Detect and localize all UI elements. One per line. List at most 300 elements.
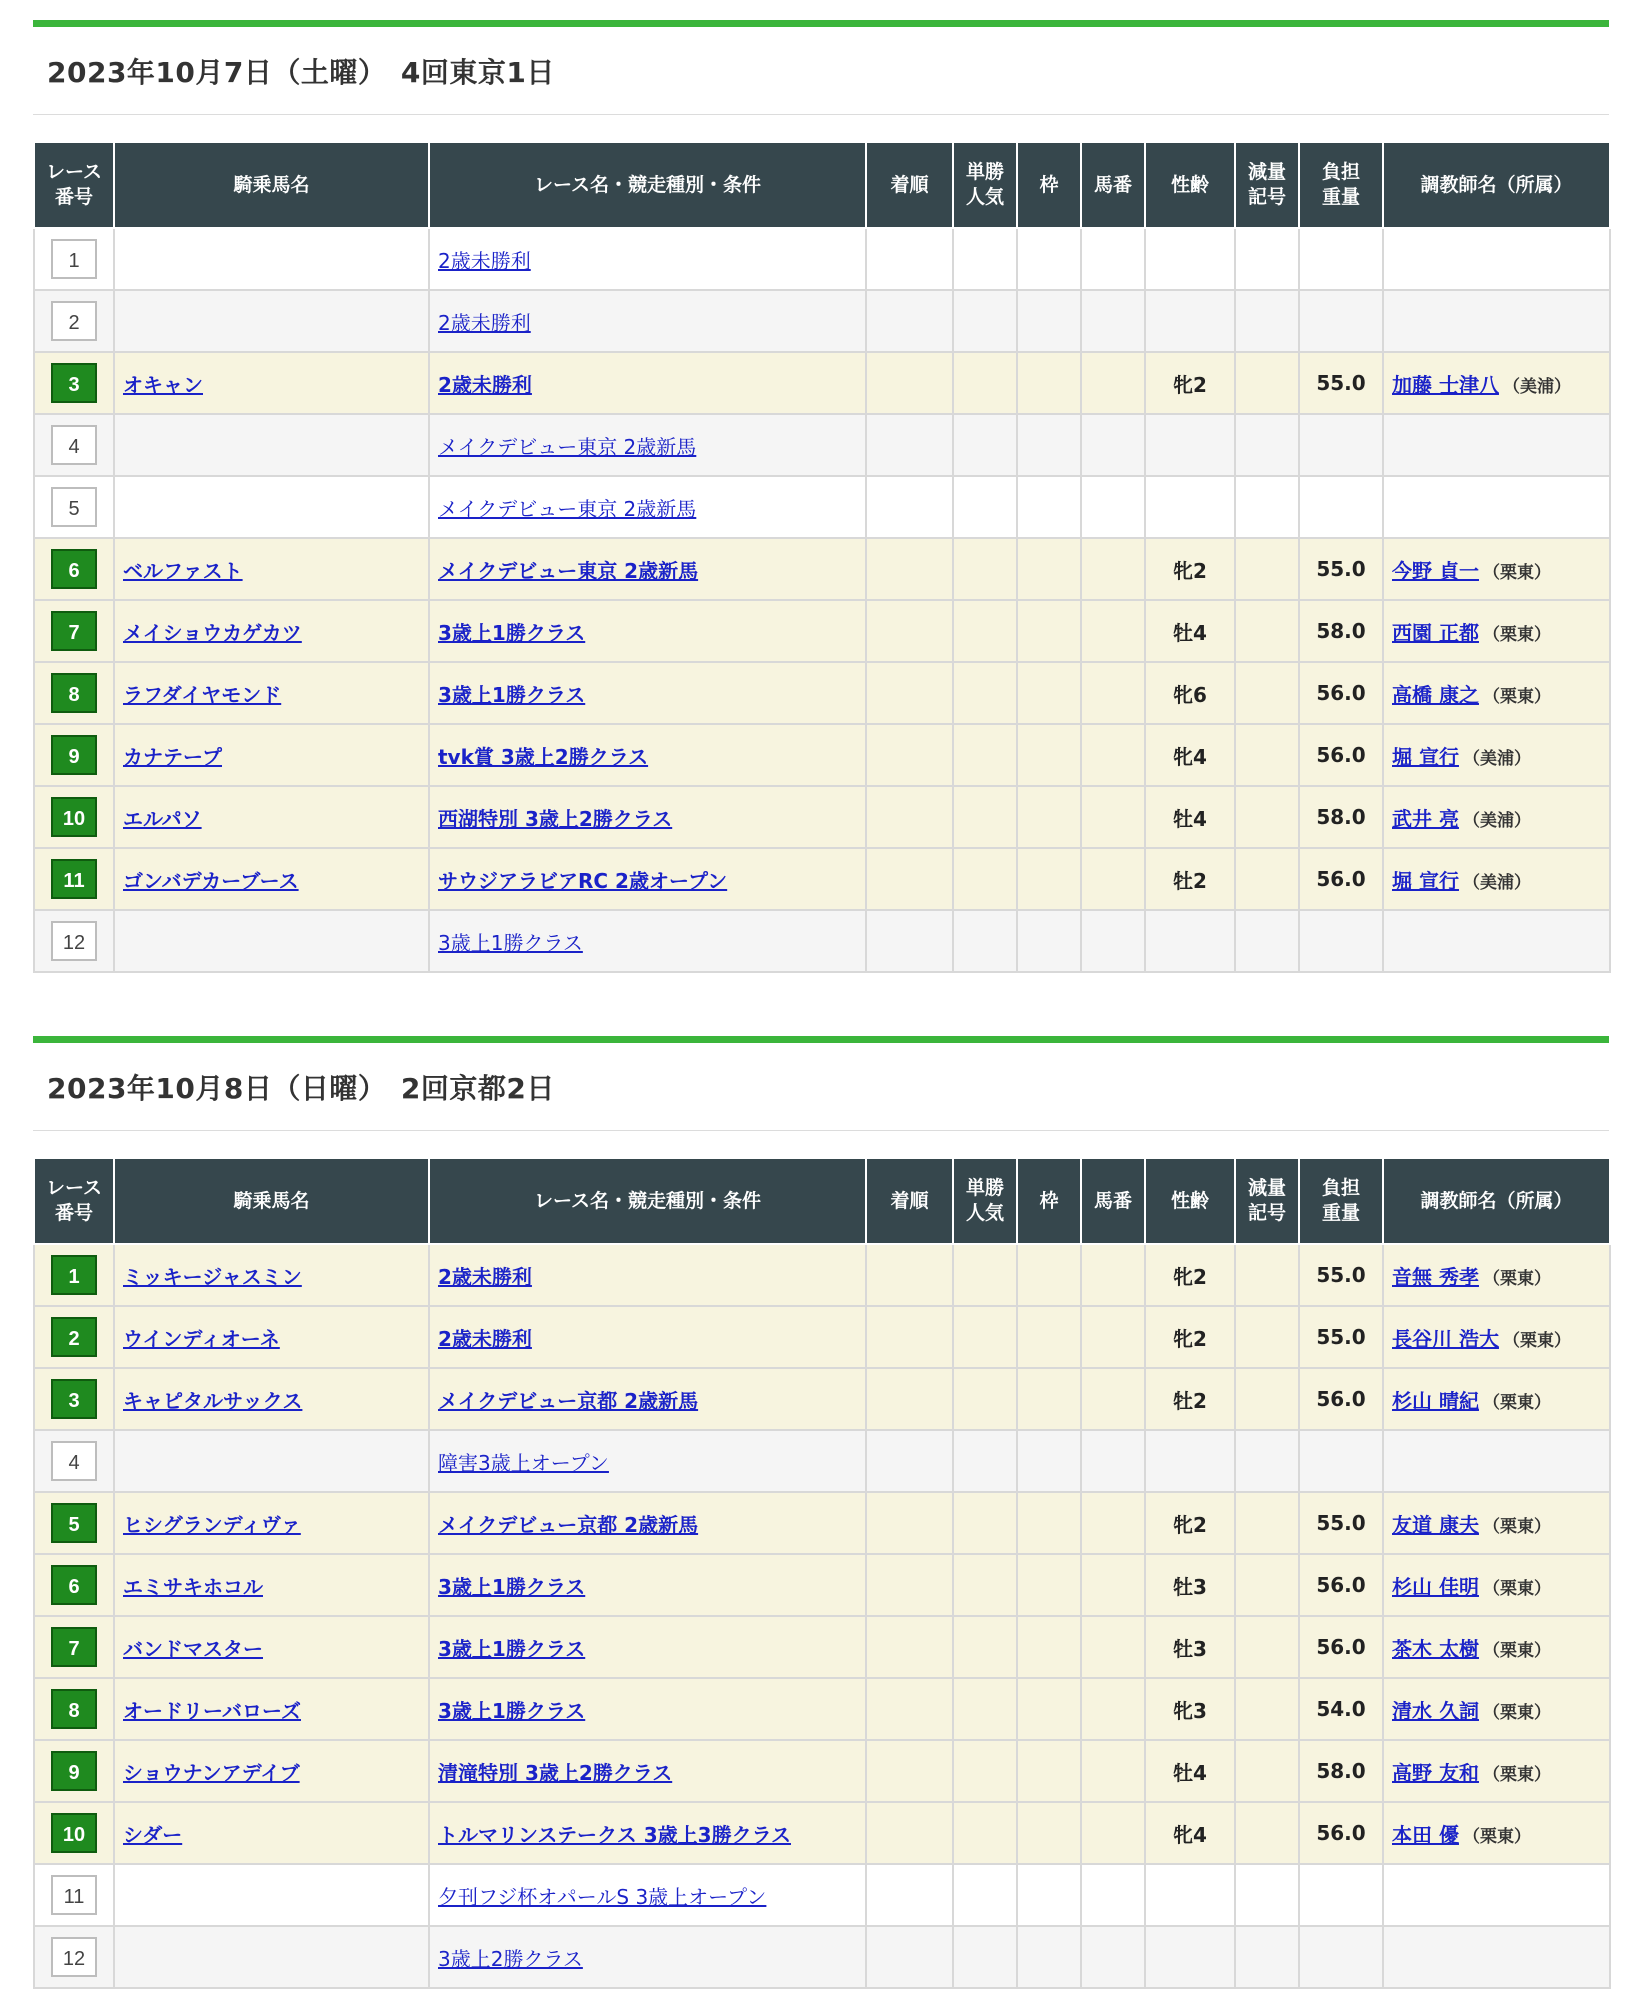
header-sex-age: 性齢: [1145, 142, 1235, 228]
header-finish: 着順: [866, 1158, 953, 1244]
table-row: [34, 290, 1610, 352]
race-number-cell: [34, 1678, 114, 1740]
horse-number-cell: [1081, 1864, 1145, 1926]
horse-cell: [114, 1864, 429, 1926]
trainer-link[interactable]: 堀 宣行: [1392, 744, 1459, 769]
race-name-cell: [429, 352, 866, 414]
race-number-badge: 1: [51, 1255, 97, 1295]
finish-cell: [866, 1492, 953, 1554]
horse-number-cell: [1081, 1926, 1145, 1988]
horse-number-cell: [1081, 1492, 1145, 1554]
race-name-link[interactable]: 2歳未勝利: [438, 310, 531, 335]
popularity-cell: [953, 1492, 1017, 1554]
horse-cell: [114, 476, 429, 538]
horse-link[interactable]: ウインディオーネ: [123, 1326, 280, 1351]
race-name-cell: [429, 1492, 866, 1554]
race-number-cell: [34, 1864, 114, 1926]
frame-cell: [1017, 538, 1081, 600]
horse-number-cell: [1081, 724, 1145, 786]
reduction-cell: [1235, 1554, 1299, 1616]
trainer-cell: [1383, 228, 1610, 290]
weight-cell: 55.0: [1299, 352, 1383, 414]
race-name-cell: [429, 662, 866, 724]
trainer-link[interactable]: 音無 秀孝: [1392, 1264, 1479, 1289]
race-name-link[interactable]: メイクデビュー東京 2歳新馬: [438, 558, 699, 583]
race-table: [33, 1157, 1611, 1989]
finish-cell: [866, 476, 953, 538]
sex-age-cell: [1145, 910, 1235, 972]
trainer-cell: [1383, 414, 1610, 476]
popularity-cell: [953, 290, 1017, 352]
trainer-cell: [1383, 1244, 1610, 1306]
horse-cell: [114, 538, 429, 600]
table-row: [34, 1554, 1610, 1616]
header-horse: 騎乗馬名: [114, 142, 429, 228]
race-number-badge: 8: [51, 1689, 97, 1729]
race-name-link[interactable]: tvk賞 3歳上2勝クラス: [438, 744, 649, 769]
race-number-badge: 2: [51, 301, 97, 341]
weight-cell: 54.0: [1299, 1678, 1383, 1740]
weight-cell: [1299, 910, 1383, 972]
weight-cell: 56.0: [1299, 724, 1383, 786]
reduction-cell: [1235, 662, 1299, 724]
reduction-cell: [1235, 1430, 1299, 1492]
horse-link[interactable]: バンドマスター: [123, 1636, 263, 1661]
table-row: [34, 1430, 1610, 1492]
horse-link[interactable]: キャピタルサックス: [123, 1388, 303, 1413]
header-reduction: 減量 記号: [1235, 1158, 1299, 1244]
race-number-cell: [34, 848, 114, 910]
trainer-affiliation: （栗東）: [1482, 1392, 1551, 1413]
weight-cell: 56.0: [1299, 848, 1383, 910]
horse-link[interactable]: エルパソ: [123, 806, 202, 831]
race-number-cell: [34, 228, 114, 290]
day-title: 2023年10月7日（土曜） 4回東京1日: [47, 55, 555, 89]
horse-number-cell: [1081, 600, 1145, 662]
race-number-cell: [34, 414, 114, 476]
reduction-cell: [1235, 1678, 1299, 1740]
weight-cell: [1299, 228, 1383, 290]
finish-cell: [866, 414, 953, 476]
sex-age-cell: 牝2: [1145, 1306, 1235, 1368]
trainer-link[interactable]: 高野 友和: [1392, 1760, 1479, 1785]
weight-cell: 56.0: [1299, 1554, 1383, 1616]
reduction-cell: [1235, 1244, 1299, 1306]
table-row: [34, 228, 1610, 290]
race-number-badge: 8: [51, 673, 97, 713]
sex-age-cell: 牡4: [1145, 1740, 1235, 1802]
table-row: [34, 1368, 1610, 1430]
sex-age-cell: 牝2: [1145, 538, 1235, 600]
popularity-cell: [953, 662, 1017, 724]
reduction-cell: [1235, 1616, 1299, 1678]
day-title: 2023年10月8日（日曜） 2回京都2日: [47, 1071, 555, 1105]
trainer-link[interactable]: 高橋 康之: [1392, 682, 1479, 707]
horse-link[interactable]: ベルファスト: [123, 558, 243, 583]
section-top-bar: [33, 1036, 1609, 1043]
popularity-cell: [953, 848, 1017, 910]
sex-age-cell: [1145, 1430, 1235, 1492]
race-name-link[interactable]: トルマリンステークス 3歳上3勝クラス: [438, 1822, 791, 1847]
trainer-link[interactable]: 武井 亮: [1392, 806, 1459, 831]
race-name-link[interactable]: 夕刊フジ杯オパールS 3歳上オープン: [438, 1884, 767, 1909]
trainer-cell: [1383, 352, 1610, 414]
race-name-cell: [429, 228, 866, 290]
trainer-link[interactable]: 杉山 晴紀: [1392, 1388, 1479, 1413]
race-table-body: [34, 228, 1610, 972]
trainer-cell: [1383, 786, 1610, 848]
race-number-cell: [34, 538, 114, 600]
trainer-affiliation: （美浦）: [1502, 376, 1571, 397]
popularity-cell: [953, 910, 1017, 972]
race-number-badge: 6: [51, 1565, 97, 1605]
race-number-cell: [34, 1926, 114, 1988]
race-name-link[interactable]: サウジアラビアRC 2歳オープン: [438, 868, 728, 893]
race-name-link[interactable]: 2歳未勝利: [438, 248, 531, 273]
trainer-cell: [1383, 724, 1610, 786]
race-name-link[interactable]: メイクデビュー東京 2歳新馬: [438, 496, 697, 521]
reduction-cell: [1235, 1926, 1299, 1988]
frame-cell: [1017, 414, 1081, 476]
horse-link[interactable]: ゴンバデカーブース: [123, 868, 299, 893]
race-name-cell: [429, 538, 866, 600]
reduction-cell: [1235, 1306, 1299, 1368]
horse-number-cell: [1081, 538, 1145, 600]
weight-cell: 55.0: [1299, 538, 1383, 600]
horse-link[interactable]: ミッキージャスミン: [123, 1264, 302, 1289]
race-number-badge: 3: [51, 363, 97, 403]
frame-cell: [1017, 724, 1081, 786]
race-number-cell: [34, 724, 114, 786]
header-popularity: 単勝 人気: [953, 1158, 1017, 1244]
horse-number-cell: [1081, 786, 1145, 848]
table-row: [34, 1616, 1610, 1678]
table-row: [34, 1802, 1610, 1864]
race-number-cell: [34, 1492, 114, 1554]
race-number-badge: 10: [51, 797, 97, 837]
race-name-link[interactable]: 障害3歳上オープン: [438, 1450, 609, 1475]
table-row: [34, 1740, 1610, 1802]
trainer-affiliation: （美浦）: [1462, 872, 1531, 893]
popularity-cell: [953, 538, 1017, 600]
race-number-cell: [34, 352, 114, 414]
frame-cell: [1017, 1864, 1081, 1926]
trainer-affiliation: （栗東）: [1482, 686, 1551, 707]
frame-cell: [1017, 1554, 1081, 1616]
frame-cell: [1017, 228, 1081, 290]
trainer-link[interactable]: 清水 久詞: [1392, 1698, 1479, 1723]
race-number-cell: [34, 1244, 114, 1306]
race-name-cell: [429, 1244, 866, 1306]
trainer-cell: [1383, 1430, 1610, 1492]
race-name-link[interactable]: メイクデビュー京都 2歳新馬: [438, 1388, 699, 1413]
horse-number-cell: [1081, 414, 1145, 476]
trainer-link[interactable]: 堀 宣行: [1392, 868, 1459, 893]
race-name-cell: [429, 1678, 866, 1740]
frame-cell: [1017, 848, 1081, 910]
horse-number-cell: [1081, 1678, 1145, 1740]
sex-age-cell: 牝2: [1145, 352, 1235, 414]
horse-number-cell: [1081, 910, 1145, 972]
trainer-cell: [1383, 538, 1610, 600]
trainer-affiliation: （栗東）: [1482, 1640, 1551, 1661]
race-number-badge: 2: [51, 1317, 97, 1357]
frame-cell: [1017, 1492, 1081, 1554]
race-name-link[interactable]: 3歳上2勝クラス: [438, 1946, 583, 1971]
popularity-cell: [953, 1368, 1017, 1430]
popularity-cell: [953, 352, 1017, 414]
popularity-cell: [953, 1430, 1017, 1492]
race-name-cell: [429, 1864, 866, 1926]
finish-cell: [866, 724, 953, 786]
race-name-link[interactable]: 3歳上1勝クラス: [438, 1636, 586, 1661]
header-finish: 着順: [866, 142, 953, 228]
reduction-cell: [1235, 910, 1299, 972]
trainer-cell: [1383, 600, 1610, 662]
horse-cell: [114, 724, 429, 786]
weight-cell: 58.0: [1299, 1740, 1383, 1802]
horse-number-cell: [1081, 1802, 1145, 1864]
horse-link[interactable]: オキャン: [123, 372, 203, 397]
table-header-row: [34, 142, 1610, 228]
popularity-cell: [953, 600, 1017, 662]
finish-cell: [866, 228, 953, 290]
horse-cell: [114, 1678, 429, 1740]
weight-cell: 56.0: [1299, 1368, 1383, 1430]
horse-cell: [114, 1802, 429, 1864]
finish-cell: [866, 352, 953, 414]
horse-cell: [114, 1492, 429, 1554]
weight-cell: 58.0: [1299, 786, 1383, 848]
popularity-cell: [953, 1864, 1017, 1926]
reduction-cell: [1235, 724, 1299, 786]
finish-cell: [866, 1430, 953, 1492]
trainer-link[interactable]: 本田 優: [1392, 1822, 1459, 1847]
horse-cell: [114, 848, 429, 910]
weight-cell: [1299, 290, 1383, 352]
trainer-cell: [1383, 1740, 1610, 1802]
horse-cell: [114, 600, 429, 662]
table-row: [34, 1678, 1610, 1740]
horse-link[interactable]: エミサキホコル: [123, 1574, 263, 1599]
race-name-cell: [429, 414, 866, 476]
horse-link[interactable]: メイショウカゲカツ: [123, 620, 302, 645]
race-name-link[interactable]: 3歳上1勝クラス: [438, 620, 586, 645]
day-section-1: [33, 20, 1609, 973]
race-name-cell: [429, 1802, 866, 1864]
sex-age-cell: 牡3: [1145, 1554, 1235, 1616]
header-race-name: レース名・競走種別・条件: [429, 142, 866, 228]
finish-cell: [866, 1802, 953, 1864]
horse-cell: [114, 1616, 429, 1678]
trainer-cell: [1383, 910, 1610, 972]
table-header-row: [34, 1158, 1610, 1244]
sex-age-cell: [1145, 414, 1235, 476]
frame-cell: [1017, 662, 1081, 724]
reduction-cell: [1235, 1864, 1299, 1926]
reduction-cell: [1235, 786, 1299, 848]
sex-age-cell: 牡3: [1145, 1616, 1235, 1678]
frame-cell: [1017, 1802, 1081, 1864]
finish-cell: [866, 1678, 953, 1740]
sex-age-cell: 牝3: [1145, 1678, 1235, 1740]
finish-cell: [866, 1740, 953, 1802]
race-number-badge: 12: [51, 1937, 97, 1977]
sex-age-cell: 牡2: [1145, 848, 1235, 910]
race-name-link[interactable]: 3歳上1勝クラス: [438, 1698, 586, 1723]
sex-age-cell: [1145, 1864, 1235, 1926]
race-number-badge: 7: [51, 1627, 97, 1667]
race-number-badge: 10: [51, 1813, 97, 1853]
horse-cell: [114, 414, 429, 476]
horse-link[interactable]: シダー: [123, 1822, 183, 1847]
race-name-link[interactable]: 2歳未勝利: [438, 1326, 532, 1351]
trainer-affiliation: （栗東）: [1482, 1764, 1551, 1785]
horse-number-cell: [1081, 1306, 1145, 1368]
table-row: [34, 786, 1610, 848]
sex-age-cell: 牝2: [1145, 1244, 1235, 1306]
frame-cell: [1017, 1678, 1081, 1740]
popularity-cell: [953, 476, 1017, 538]
horse-cell: [114, 786, 429, 848]
reduction-cell: [1235, 1740, 1299, 1802]
race-name-link[interactable]: 清滝特別 3歳上2勝クラス: [438, 1760, 673, 1785]
trainer-link[interactable]: 茶木 太樹: [1392, 1636, 1479, 1661]
sex-age-cell: [1145, 228, 1235, 290]
header-race-name: レース名・競走種別・条件: [429, 1158, 866, 1244]
table-row: [34, 1306, 1610, 1368]
trainer-affiliation: （栗東）: [1482, 562, 1551, 583]
table-row: [34, 414, 1610, 476]
horse-number-cell: [1081, 228, 1145, 290]
horse-link[interactable]: オードリーバローズ: [123, 1698, 301, 1723]
popularity-cell: [953, 786, 1017, 848]
sex-age-cell: 牝6: [1145, 662, 1235, 724]
finish-cell: [866, 290, 953, 352]
sex-age-cell: 牝2: [1145, 1492, 1235, 1554]
horse-number-cell: [1081, 1740, 1145, 1802]
table-row: [34, 1864, 1610, 1926]
reduction-cell: [1235, 1492, 1299, 1554]
race-name-cell: [429, 910, 866, 972]
race-number-badge: 9: [51, 735, 97, 775]
race-number-badge: 11: [51, 1875, 97, 1915]
horse-cell: [114, 1926, 429, 1988]
race-name-link[interactable]: 3歳上1勝クラス: [438, 1574, 586, 1599]
table-row: [34, 910, 1610, 972]
trainer-cell: [1383, 1306, 1610, 1368]
horse-link[interactable]: ラフダイヤモンド: [123, 682, 282, 707]
trainer-cell: [1383, 662, 1610, 724]
race-name-link[interactable]: 西湖特別 3歳上2勝クラス: [438, 806, 673, 831]
trainer-link[interactable]: 友道 康夫: [1392, 1512, 1479, 1537]
race-number-cell: [34, 910, 114, 972]
race-name-link[interactable]: 3歳上1勝クラス: [438, 682, 586, 707]
trainer-cell: [1383, 848, 1610, 910]
race-name-link[interactable]: 2歳未勝利: [438, 1264, 532, 1289]
race-number-badge: 6: [51, 549, 97, 589]
race-number-badge: 12: [51, 921, 97, 961]
horse-cell: [114, 1740, 429, 1802]
race-table-body: [34, 1244, 1610, 1988]
horse-cell: [114, 1368, 429, 1430]
reduction-cell: [1235, 414, 1299, 476]
horse-link[interactable]: ヒシグランディヴァ: [123, 1512, 301, 1537]
horse-number-cell: [1081, 662, 1145, 724]
trainer-cell: [1383, 1492, 1610, 1554]
trainer-cell: [1383, 1616, 1610, 1678]
finish-cell: [866, 1616, 953, 1678]
reduction-cell: [1235, 476, 1299, 538]
race-number-cell: [34, 476, 114, 538]
weight-cell: [1299, 414, 1383, 476]
horse-number-cell: [1081, 352, 1145, 414]
horse-number-cell: [1081, 1368, 1145, 1430]
race-name-link[interactable]: メイクデビュー京都 2歳新馬: [438, 1512, 699, 1537]
popularity-cell: [953, 1740, 1017, 1802]
race-name-cell: [429, 476, 866, 538]
frame-cell: [1017, 290, 1081, 352]
trainer-cell: [1383, 1554, 1610, 1616]
frame-cell: [1017, 352, 1081, 414]
sex-age-cell: 牡4: [1145, 786, 1235, 848]
header-trainer: 調教師名（所属）: [1383, 1158, 1610, 1244]
frame-cell: [1017, 786, 1081, 848]
horse-link[interactable]: カナテープ: [123, 744, 222, 769]
popularity-cell: [953, 1244, 1017, 1306]
frame-cell: [1017, 600, 1081, 662]
header-reduction: 減量 記号: [1235, 142, 1299, 228]
weight-cell: 55.0: [1299, 1244, 1383, 1306]
race-name-link[interactable]: 2歳未勝利: [438, 372, 532, 397]
frame-cell: [1017, 1306, 1081, 1368]
trainer-link[interactable]: 西園 正都: [1392, 620, 1479, 645]
frame-cell: [1017, 1430, 1081, 1492]
race-name-cell: [429, 1926, 866, 1988]
sex-age-cell: 牝4: [1145, 724, 1235, 786]
race-number-badge: 4: [51, 425, 97, 465]
trainer-affiliation: （栗東）: [1482, 1578, 1551, 1599]
reduction-cell: [1235, 290, 1299, 352]
sex-age-cell: [1145, 1926, 1235, 1988]
race-name-cell: [429, 848, 866, 910]
reduction-cell: [1235, 1802, 1299, 1864]
race-number-cell: [34, 1368, 114, 1430]
popularity-cell: [953, 1616, 1017, 1678]
weight-cell: 55.0: [1299, 1306, 1383, 1368]
finish-cell: [866, 538, 953, 600]
trainer-link[interactable]: 今野 貞一: [1392, 558, 1479, 583]
race-name-cell: [429, 600, 866, 662]
horse-cell: [114, 910, 429, 972]
sex-age-cell: [1145, 290, 1235, 352]
race-name-link[interactable]: 3歳上1勝クラス: [438, 930, 583, 955]
trainer-link[interactable]: 加藤 士津八: [1392, 372, 1499, 397]
weight-cell: [1299, 1926, 1383, 1988]
race-number-badge: 4: [51, 1441, 97, 1481]
race-number-badge: 9: [51, 1751, 97, 1791]
day-heading: [33, 27, 1609, 115]
trainer-link[interactable]: 杉山 佳明: [1392, 1574, 1479, 1599]
header-horse: 騎乗馬名: [114, 1158, 429, 1244]
race-number-badge: 5: [51, 487, 97, 527]
horse-cell: [114, 1244, 429, 1306]
race-name-link[interactable]: メイクデビュー東京 2歳新馬: [438, 434, 697, 459]
race-number-badge: 1: [51, 239, 97, 279]
popularity-cell: [953, 1802, 1017, 1864]
horse-link[interactable]: ショウナンアデイブ: [123, 1760, 300, 1785]
trainer-link[interactable]: 長谷川 浩大: [1392, 1326, 1499, 1351]
